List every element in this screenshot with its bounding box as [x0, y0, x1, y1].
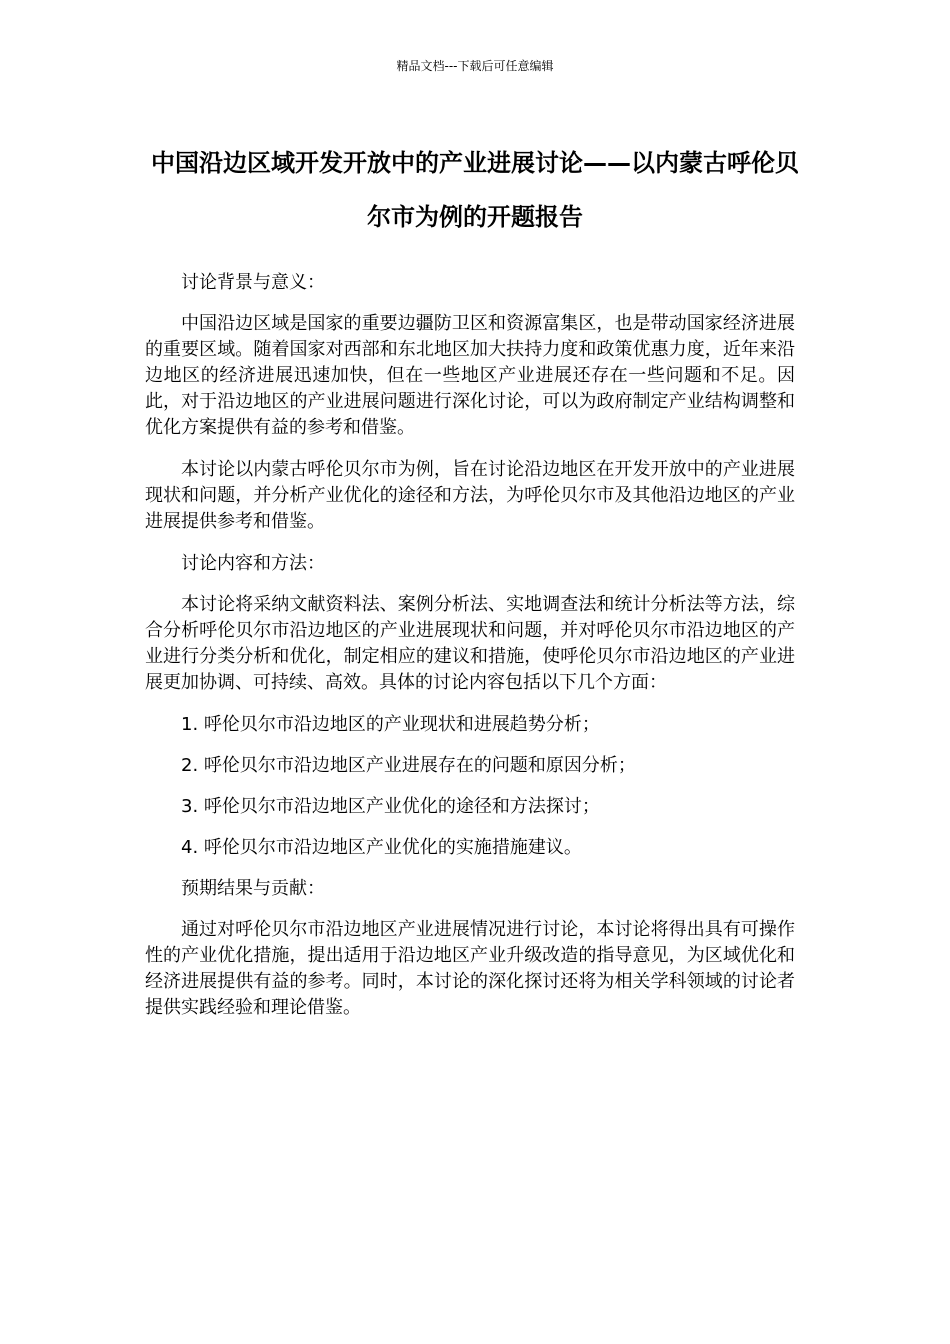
section-heading-background: 讨论背景与意义： [181, 272, 325, 293]
header-note: 精品文档---下载后可任意编辑 [396, 59, 554, 73]
paragraph-background-2: 本讨论以内蒙古呼伦贝尔市为例，旨在讨论沿边地区在开发开放中的产业进展现状和问题，并分析产业优化的途径和方法，为呼伦贝尔市及其他沿边地区的产业进展提供参考和借鉴。 [145, 459, 795, 532]
paragraph-methods-1: 本讨论将采纳文献资料法、案例分析法、实地调查法和统计分析法等方法，综合分析呼伦贝尔市沿边地区的产业进展现状和问题，并对呼伦贝尔市沿边地区的产业进行分类分析和优化，制定相应的建议和措施，使呼伦贝尔市沿边地区的产业进展更加协调、可持续、高效。具体的讨论内容包括以下几个方面： [145, 594, 795, 693]
list-item: 3. 呼伦贝尔市沿边地区产业优化的途径和方法探讨； [181, 796, 600, 817]
section-heading-results: 预期结果与贡献： [181, 878, 325, 899]
list-item: 2. 呼伦贝尔市沿边地区产业进展存在的问题和原因分析； [181, 755, 636, 776]
paragraph-background-1: 中国沿边区域是国家的重要边疆防卫区和资源富集区，也是带动国家经济进展的重要区域。随着国家对西部和东北地区加大扶持力度和政策优惠力度，近年来沿边地区的经济进展迅速加快，但在一些地区产业进展还存在一些问题和不足。因此，对于沿边地区的产业进展问题进行深化讨论，可以为政府制定产业结构调整和优化方案提供有益的参考和借鉴。 [145, 313, 795, 438]
list-item: 1. 呼伦贝尔市沿边地区的产业现状和进展趋势分析； [181, 714, 600, 735]
document-title: 中国沿边区域开发开放中的产业进展讨论——以内蒙古呼伦贝尔市为例的开题报告 [151, 149, 799, 231]
paragraph-results-1: 通过对呼伦贝尔市沿边地区产业进展情况进行讨论，本讨论将得出具有可操作性的产业优化措施，提出适用于沿边地区产业升级改造的指导意见，为区域优化和经济进展提供有益的参考。同时，本讨论的深化探讨还将为相关学科领域的讨论者提供实践经验和理论借鉴。 [145, 919, 795, 1018]
list-item: 4. 呼伦贝尔市沿边地区产业优化的实施措施建议。 [181, 837, 582, 858]
section-heading-methods: 讨论内容和方法： [181, 553, 325, 574]
document-body [145, 270, 795, 1037]
